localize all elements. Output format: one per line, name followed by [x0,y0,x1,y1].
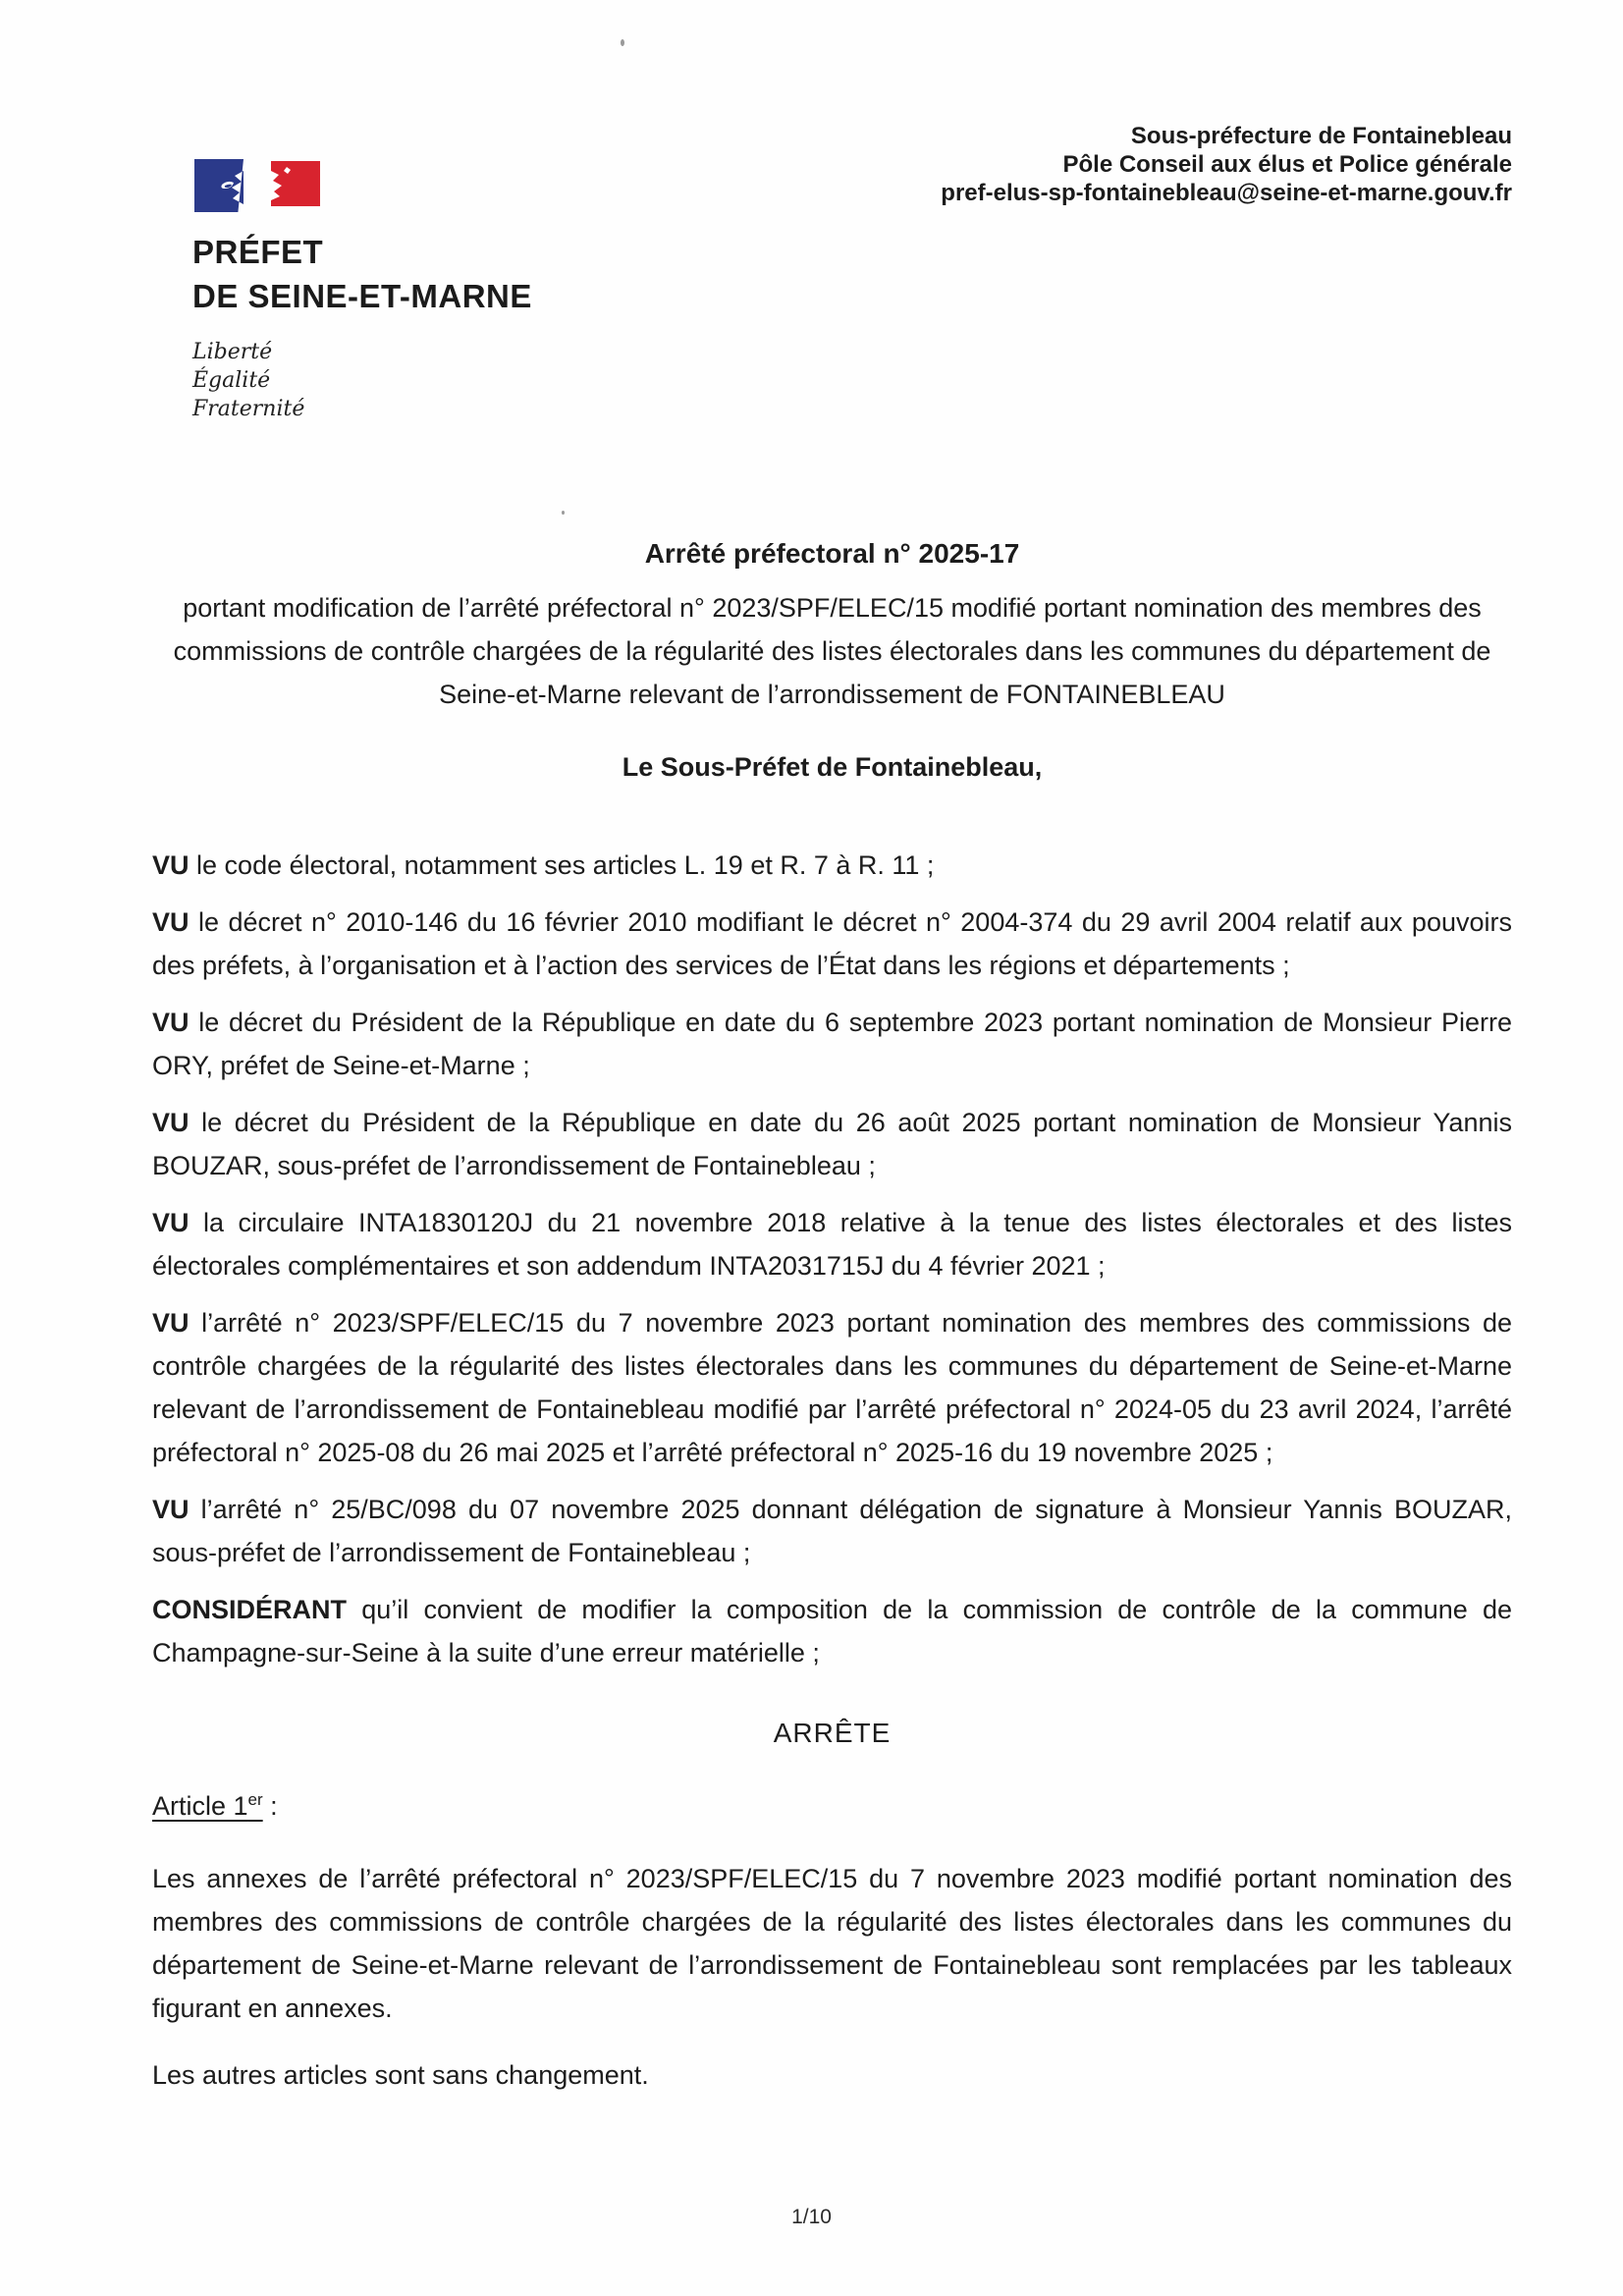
ministry-name-line2: DE SEINE-ET-MARNE [192,278,532,314]
page-number: 1/10 [791,2206,832,2228]
recital-label: VU [152,907,189,937]
motto-liberte: Liberté [192,340,273,364]
recital-label: CONSIDÉRANT [152,1595,348,1624]
recital-text: le décret du Président de la République en date du 26 août 2025 portant nomination de Monsieur Yannis BOUZAR, sous-préfet de l’arrondissement de Fontainebleau ; [152,1108,1512,1180]
recital-vu-4 [152,1101,1512,1187]
recital-vu-6 [152,1301,1512,1474]
ministry-name-line1: PRÉFET [192,234,324,270]
recital-text: l’arrêté n° 25/BC/098 du 07 novembre 2025 donnant délégation de signature à Monsieur Yannis BOUZAR, sous-préfet de l’arrondissement de Fontainebleau ; [152,1495,1512,1567]
document-author: Le Sous-Préfet de Fontainebleau, [622,752,1043,782]
recital-vu-3 [152,1001,1512,1087]
article-1-note: Les autres articles sont sans changement. [152,2060,649,2090]
contact-department: Pôle Conseil aux élus et Police générale [1062,151,1512,178]
recital-vu-2 [152,901,1512,987]
recital-label: VU [152,1008,189,1037]
recital-vu-1 [152,844,1512,887]
recital-text: le décret n° 2010-146 du 16 février 2010 modifiant le décret n° 2004-374 du 29 avril 2004 relatif aux pouvoirs des préfets, à l’organisation et à l’action des services de l’État dans les régions et départements ; [152,907,1512,980]
motto-fraternite: Fraternité [192,397,305,421]
recital-label: VU [152,1495,189,1524]
recital-text: l’arrêté n° 2023/SPF/ELEC/15 du 7 novembre 2023 portant nomination des membres des commissions de contrôle chargées de la régularité des listes électorales dans les communes du département de Seine-et-Marne relevant de l’arrondissement de Fontainebleau modifié par l’arrêté préfectoral n° 2024-05 du 23 avril 2024, l’arrêté préfectoral n° 2025-08 du 26 mai 2025 et l’arrêté préfectoral n° 2025-16 du 19 novembre 2025 ; [152,1308,1512,1467]
recital-text: la circulaire INTA1830120J du 21 novembre 2018 relative à la tenue des listes électorales et des listes électorales complémentaires et son addendum INTA2031715J du 4 février 2021 ; [152,1208,1512,1281]
article-1-heading [152,1784,1512,1828]
arrete-heading: ARRÊTE [773,1718,892,1748]
recital-considerant [152,1588,1512,1674]
recital-text: qu’il convient de modifier la composition de la commission de contrôle de la commune de Champagne-sur-Seine à la suite d’une erreur matérielle ; [152,1595,1512,1667]
document-body [152,0,1512,2097]
recital-label: VU [152,1308,189,1338]
recital-text: le code électoral, notamment ses articles L. 19 et R. 7 à R. 11 ; [196,850,935,880]
contact-email: pref-elus-sp-fontainebleau@seine-et-marne.gouv.fr [941,180,1512,206]
document-subtitle: portant modification de l’arrêté préfectoral n° 2023/SPF/ELEC/15 modifié portant nomination des membres des commissions de contrôle chargées de la régularité des listes électorales dans les communes du département de Seine-et-Marne relevant de l’arrondissement de FONTAINEBLEAU [173,593,1491,709]
recital-label: VU [152,1208,189,1237]
recital-vu-5 [152,1201,1512,1287]
recital-vu-7 [152,1488,1512,1574]
motto-egalite: Égalité [192,368,271,393]
article-1-label: Article 1er [152,1790,263,1821]
recital-label: VU [152,1108,189,1137]
article-1-superscript: er [247,1790,263,1809]
article-1-body: Les annexes de l’arrêté préfectoral n° 2023/SPF/ELEC/15 du 7 novembre 2023 modifié portant nomination des membres des commissions de contrôle chargées de la régularité des listes électorales dans les communes du département de Seine-et-Marne relevant de l’arrondissement de Fontainebleau sont remplacées par les tableaux figurant en annexes. [152,1864,1512,2023]
document-title: Arrêté préfectoral n° 2025-17 [644,538,1020,569]
recital-text: le décret du Président de la République en date du 6 septembre 2023 portant nomination de Monsieur Pierre ORY, préfet de Seine-et-Marne ; [152,1008,1512,1080]
article-1-colon: : [262,1791,278,1821]
contact-office: Sous-préfecture de Fontainebleau [1130,123,1512,149]
recital-label: VU [152,850,189,880]
